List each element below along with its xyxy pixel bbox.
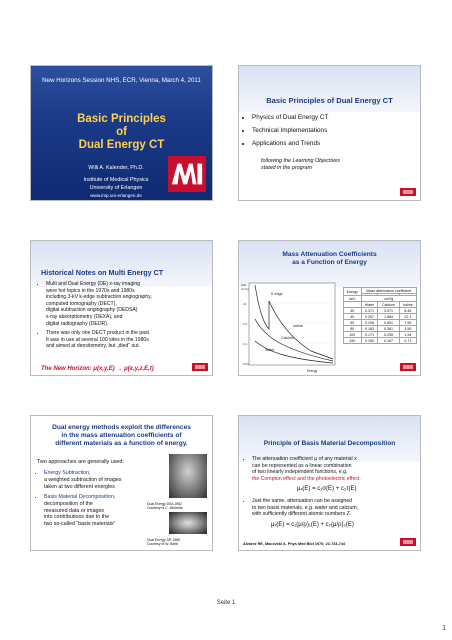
new-horizon-line: The New Horizon: μ(x,y,E) → μ(x,y,z,E,t) <box>41 366 154 372</box>
formula-photoelectric: μₓ(E) = c₁σ(E) + c₂τ(E) <box>297 486 357 492</box>
list-item: • The attenuation coefficient μ of any material x can be represented as a linear combination of two linearly independent functions, e.g. the Compton effect and the photoelectric effect. <box>252 456 421 482</box>
dsa-caption: Dual Energy DSA 1982 Courtesy of C. Mistretta <box>147 502 183 511</box>
formula-basis: μₓ(E) = c₁(μ/ρ)₁(E) + c₂(μ/ρ)₂(E) <box>271 522 354 528</box>
author-block: Willi A. Kalender, Ph.D. Institute of Medical Physics University of Erlangen www.imp.uni-erlangen.de <box>76 165 156 199</box>
slide-header-band <box>239 66 420 112</box>
slide4-title: Mass Attenuation Coefficients as a Function of Energy <box>282 251 377 266</box>
table-row: 150 0.150 0.167 0.71 <box>344 338 417 344</box>
list-item: • Multi and Dual Energy (DE) x-ray imaging were hot topics in the 1970s and 1980s including 3-kV k-edge subtraction angiography, computed tomography (DECT), digital subtraction angiography (DEDSA) x-ray absorptiometry (DEXA), and digital radiography (DEDR). <box>46 281 213 327</box>
slide5-title: Dual energy methods exploit the differences in the mass attenuation coefficients of different materials as a function of energy. <box>52 424 191 448</box>
attenuation-chart <box>241 279 339 375</box>
list-item: • There was only one DECT product in the past. It was in use at several 100 sites in the 1980s and aimed at densitometry, but „died“ out. <box>46 330 213 350</box>
water-label: Water <box>265 348 275 352</box>
dr-caption: Dual Energy DR 1986 Courtesy of W. Barth <box>147 538 180 547</box>
list-item: • Applications and Trends <box>252 138 421 149</box>
imp-logo-icon <box>168 156 206 192</box>
slide-overview <box>238 65 421 201</box>
table-row: 40 0.267 1.884 22.1 <box>344 314 417 320</box>
dsa-image <box>169 454 207 498</box>
table-row: 100 0.171 0.255 1.94 <box>344 332 417 338</box>
table-row: 60 0.206 0.651 7.55 <box>344 320 417 326</box>
main-title: Basic Principles of Dual Energy CT <box>77 113 166 151</box>
list-item: • Just the same, attenuation can be assigned to two basis materials, e.g. water and calcium, with sufficiently different atomic numbers Z. <box>252 498 421 518</box>
reference: Alvarez RE, Macovski A. Phys Med Biol 1976; 21:733-744 <box>243 542 346 546</box>
attenuation-table: Energy Mass attenuation coefficient keV cm²/g Water Calcium Iodine 30 0.371 3.971 8.45 40 0.267 1.884 22.1 60 0.206 0.651 7.55 80 0.183 0.361 3.59 100 0.171 0.255 1.94 150 0.150 0.167 0.71 <box>343 287 417 344</box>
decomposition-list-2 <box>245 498 421 520</box>
imp-logo-icon <box>400 188 416 196</box>
svg-text:100: 100 <box>241 283 247 287</box>
slide-title <box>30 65 213 201</box>
approaches-intro: Two approaches are generally used: <box>37 459 124 465</box>
slide-history <box>30 240 213 376</box>
institute-url: www.imp.uni-erlangen.de <box>90 192 142 198</box>
svg-text:cm²/g: cm²/g <box>241 287 249 291</box>
k-edge-label: K-edge <box>271 292 283 296</box>
slide-mass-attenuation <box>238 240 421 376</box>
list-item: • Basis Material Decomposition, decomposition of the measured data or images into contributions due to the two so-called “basis materials” <box>44 494 154 529</box>
svg-text:1.0: 1.0 <box>243 322 248 326</box>
table-row: 80 0.183 0.361 3.59 <box>344 326 417 332</box>
slide-basis-decomposition <box>238 415 421 551</box>
author-name: Willi A. Kalender, Ph.D. <box>88 165 144 171</box>
overview-list <box>245 112 421 151</box>
slide-dual-energy-methods <box>30 415 213 551</box>
x-axis-label: Energy <box>307 369 318 373</box>
slide3-title: Historical Notes on Multi Energy CT <box>41 268 164 277</box>
list-item: • Energy Subtraction, a weighted subtraction of images taken at two different energies <box>44 470 154 491</box>
decomposition-list-1 <box>245 456 421 484</box>
imp-logo-icon <box>400 363 416 371</box>
session-line: New Horizons Session NHS, ECR, Vienna, March 4, 2011 <box>42 77 201 84</box>
history-list <box>39 281 213 352</box>
dr-image <box>169 512 207 534</box>
iodine-label: Iodine <box>293 324 303 328</box>
svg-text:10: 10 <box>243 302 247 306</box>
table-row: 30 0.371 3.971 8.45 <box>344 308 417 314</box>
objectives-note: following the Learning Objectives stated in the program <box>261 158 341 171</box>
list-item: • Physics of Dual Energy CT <box>252 112 421 123</box>
page-label: Seite 1 <box>216 600 236 606</box>
list-item: • Technical Implementations <box>252 125 421 136</box>
svg-text:0.1: 0.1 <box>243 342 248 346</box>
slide2-title: Basic Principles of Dual Energy CT <box>266 96 393 105</box>
page-number: 1 <box>442 625 446 632</box>
slide6-title: Principle of Basis Material Decomposition <box>263 440 396 447</box>
approaches-list <box>37 470 154 530</box>
svg-text:0.01: 0.01 <box>243 362 249 366</box>
imp-logo-icon <box>192 363 208 371</box>
calcium-label: Calcium <box>281 336 294 340</box>
imp-logo-icon <box>400 538 416 546</box>
